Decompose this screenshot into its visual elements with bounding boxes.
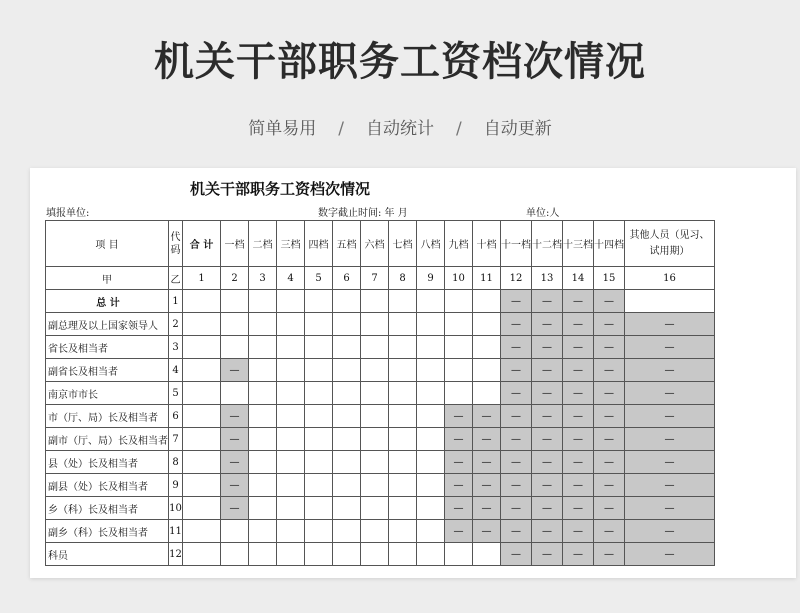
input-cell[interactable] bbox=[417, 451, 445, 474]
input-cell[interactable] bbox=[277, 359, 305, 382]
input-cell[interactable] bbox=[445, 290, 473, 313]
index-number: 12 bbox=[501, 267, 532, 290]
input-cell[interactable] bbox=[389, 382, 417, 405]
input-cell[interactable] bbox=[305, 336, 333, 359]
table-row bbox=[46, 405, 715, 428]
disabled-cell: — bbox=[594, 382, 625, 405]
input-cell[interactable] bbox=[183, 290, 221, 313]
disabled-cell: — bbox=[501, 359, 532, 382]
input-cell[interactable] bbox=[361, 336, 389, 359]
input-cell[interactable] bbox=[333, 543, 361, 566]
header-grade-label: 二档 bbox=[252, 240, 273, 251]
disabled-cell: — bbox=[221, 359, 249, 382]
index-number: 1 bbox=[183, 267, 221, 290]
row-code: 5 bbox=[169, 382, 183, 405]
disabled-cell: — bbox=[473, 428, 501, 451]
input-cell[interactable] bbox=[417, 359, 445, 382]
input-cell[interactable] bbox=[417, 520, 445, 543]
disabled-cell: — bbox=[221, 405, 249, 428]
header-item bbox=[46, 221, 169, 267]
header-grade bbox=[277, 221, 305, 267]
input-cell[interactable] bbox=[277, 497, 305, 520]
index-number: 2 bbox=[221, 267, 249, 290]
input-cell[interactable] bbox=[183, 474, 221, 497]
disabled-cell: — bbox=[473, 451, 501, 474]
salary-grade-table bbox=[45, 220, 715, 566]
disabled-cell: — bbox=[563, 543, 594, 566]
input-cell[interactable] bbox=[417, 313, 445, 336]
input-cell[interactable] bbox=[361, 474, 389, 497]
disabled-cell: — bbox=[532, 520, 563, 543]
page-title: 机关干部职务工资档次情况 bbox=[154, 39, 646, 85]
input-cell[interactable] bbox=[625, 290, 715, 313]
row-name: 副市（厅、局）长及相当者 bbox=[46, 428, 169, 451]
row-code: 9 bbox=[169, 474, 183, 497]
input-cell[interactable] bbox=[445, 543, 473, 566]
input-cell[interactable] bbox=[221, 313, 249, 336]
row-code: 7 bbox=[169, 428, 183, 451]
input-cell[interactable] bbox=[473, 336, 501, 359]
input-cell[interactable] bbox=[221, 382, 249, 405]
input-cell[interactable] bbox=[305, 359, 333, 382]
input-cell[interactable] bbox=[417, 428, 445, 451]
disabled-cell: — bbox=[594, 313, 625, 336]
row-name: 副省长及相当者 bbox=[46, 359, 169, 382]
input-cell[interactable] bbox=[183, 497, 221, 520]
index-number: 11 bbox=[473, 267, 501, 290]
row-name: 副总理及以上国家领导人 bbox=[46, 313, 169, 336]
table-row bbox=[46, 474, 715, 497]
disabled-cell: — bbox=[221, 474, 249, 497]
disabled-cell: — bbox=[625, 428, 715, 451]
row-name: 副县（处）长及相当者 bbox=[46, 474, 169, 497]
table-row bbox=[46, 520, 715, 543]
index-number: 16 bbox=[625, 267, 715, 290]
header-total-label: 合 计 bbox=[189, 240, 214, 251]
header-code bbox=[169, 221, 183, 267]
row-code: 11 bbox=[169, 520, 183, 543]
index-code: 乙 bbox=[169, 267, 183, 290]
input-cell[interactable] bbox=[361, 290, 389, 313]
row-code: 10 bbox=[169, 497, 183, 520]
input-cell[interactable] bbox=[183, 428, 221, 451]
input-cell[interactable] bbox=[249, 382, 277, 405]
input-cell[interactable] bbox=[183, 451, 221, 474]
cutoff-date-label: 数字截止时间: 年 月 bbox=[318, 208, 408, 219]
input-cell[interactable] bbox=[333, 313, 361, 336]
header-grade bbox=[221, 221, 249, 267]
input-cell[interactable] bbox=[361, 405, 389, 428]
disabled-cell: — bbox=[221, 451, 249, 474]
disabled-cell: — bbox=[563, 474, 594, 497]
input-cell[interactable] bbox=[249, 428, 277, 451]
input-cell[interactable] bbox=[305, 428, 333, 451]
input-cell[interactable] bbox=[305, 497, 333, 520]
unit-label: 单位:人 bbox=[526, 208, 560, 219]
index-number: 9 bbox=[417, 267, 445, 290]
row-name: 乡（科）长及相当者 bbox=[46, 497, 169, 520]
input-cell[interactable] bbox=[445, 313, 473, 336]
disabled-cell: — bbox=[625, 336, 715, 359]
table-row bbox=[46, 313, 715, 336]
header-grade-label: 三档 bbox=[280, 240, 301, 251]
input-cell[interactable] bbox=[333, 290, 361, 313]
header-item-label: 项 目 bbox=[95, 240, 119, 251]
header-grade bbox=[445, 221, 473, 267]
disabled-cell: — bbox=[501, 382, 532, 405]
row-name: 副乡（科）长及相当者 bbox=[46, 520, 169, 543]
input-cell[interactable] bbox=[221, 520, 249, 543]
disabled-cell: — bbox=[625, 474, 715, 497]
header-grade-label: 四档 bbox=[308, 240, 329, 251]
disabled-cell: — bbox=[594, 405, 625, 428]
spreadsheet-preview bbox=[30, 168, 796, 578]
header-grade-label: 六档 bbox=[364, 240, 385, 251]
input-cell[interactable] bbox=[389, 313, 417, 336]
disabled-cell: — bbox=[594, 359, 625, 382]
input-cell[interactable] bbox=[277, 313, 305, 336]
disabled-cell: — bbox=[473, 474, 501, 497]
input-cell[interactable] bbox=[249, 474, 277, 497]
disabled-cell: — bbox=[594, 474, 625, 497]
input-cell[interactable] bbox=[277, 451, 305, 474]
header-grade-label: 十四档 bbox=[594, 240, 624, 251]
input-cell[interactable] bbox=[249, 451, 277, 474]
index-number: 10 bbox=[445, 267, 473, 290]
disabled-cell: — bbox=[532, 428, 563, 451]
table-row bbox=[46, 290, 715, 313]
input-cell[interactable] bbox=[249, 359, 277, 382]
header-grade-label: 十档 bbox=[476, 240, 497, 251]
header-other bbox=[625, 221, 715, 267]
header-grade-label: 八档 bbox=[420, 240, 441, 251]
disabled-cell: — bbox=[501, 428, 532, 451]
header-code-label: 代码 bbox=[170, 231, 181, 256]
disabled-cell: — bbox=[221, 497, 249, 520]
header-grade-label: 十三档 bbox=[563, 240, 593, 251]
disabled-cell: — bbox=[532, 313, 563, 336]
disabled-cell: — bbox=[625, 313, 715, 336]
input-cell[interactable] bbox=[361, 382, 389, 405]
input-cell[interactable] bbox=[183, 543, 221, 566]
input-cell[interactable] bbox=[389, 451, 417, 474]
input-cell[interactable] bbox=[445, 359, 473, 382]
disabled-cell: — bbox=[563, 428, 594, 451]
disabled-cell: — bbox=[625, 451, 715, 474]
sheet-title: 机关干部职务工资档次情况 bbox=[190, 180, 371, 198]
input-cell[interactable] bbox=[249, 520, 277, 543]
disabled-cell: — bbox=[563, 405, 594, 428]
disabled-cell: — bbox=[445, 451, 473, 474]
disabled-cell: — bbox=[532, 405, 563, 428]
disabled-cell: — bbox=[594, 543, 625, 566]
header-other-label: 其他人员（见习、试用期） bbox=[629, 229, 710, 257]
input-cell[interactable] bbox=[361, 497, 389, 520]
input-cell[interactable] bbox=[305, 451, 333, 474]
disabled-cell: — bbox=[473, 405, 501, 428]
disabled-cell: — bbox=[563, 497, 594, 520]
disabled-cell: — bbox=[532, 290, 563, 313]
input-cell[interactable] bbox=[183, 313, 221, 336]
disabled-cell: — bbox=[625, 359, 715, 382]
input-cell[interactable] bbox=[277, 428, 305, 451]
disabled-cell: — bbox=[563, 290, 594, 313]
table-row bbox=[46, 336, 715, 359]
disabled-cell: — bbox=[625, 520, 715, 543]
input-cell[interactable] bbox=[417, 405, 445, 428]
disabled-cell: — bbox=[501, 520, 532, 543]
input-cell[interactable] bbox=[277, 520, 305, 543]
disabled-cell: — bbox=[625, 405, 715, 428]
input-cell[interactable] bbox=[333, 520, 361, 543]
input-cell[interactable] bbox=[277, 474, 305, 497]
input-cell[interactable] bbox=[305, 520, 333, 543]
disabled-cell: — bbox=[594, 451, 625, 474]
input-cell[interactable] bbox=[277, 382, 305, 405]
disabled-cell: — bbox=[473, 497, 501, 520]
index-number: 7 bbox=[361, 267, 389, 290]
table-index-row bbox=[46, 267, 715, 290]
input-cell[interactable] bbox=[221, 290, 249, 313]
disabled-cell: — bbox=[625, 497, 715, 520]
table-row bbox=[46, 382, 715, 405]
input-cell[interactable] bbox=[389, 474, 417, 497]
disabled-cell: — bbox=[501, 543, 532, 566]
row-code: 1 bbox=[169, 290, 183, 313]
disabled-cell: — bbox=[563, 382, 594, 405]
input-cell[interactable] bbox=[333, 497, 361, 520]
input-cell[interactable] bbox=[305, 313, 333, 336]
input-cell[interactable] bbox=[305, 405, 333, 428]
index-number: 6 bbox=[333, 267, 361, 290]
separator: / bbox=[456, 119, 462, 139]
input-cell[interactable] bbox=[417, 382, 445, 405]
disabled-cell: — bbox=[501, 336, 532, 359]
disabled-cell: — bbox=[501, 451, 532, 474]
row-name: 县（处）长及相当者 bbox=[46, 451, 169, 474]
input-cell[interactable] bbox=[473, 359, 501, 382]
disabled-cell: — bbox=[594, 336, 625, 359]
input-cell[interactable] bbox=[473, 290, 501, 313]
header-grade-label: 十二档 bbox=[532, 240, 562, 251]
disabled-cell: — bbox=[445, 474, 473, 497]
header-grade bbox=[532, 221, 563, 267]
input-cell[interactable] bbox=[305, 290, 333, 313]
input-cell[interactable] bbox=[417, 543, 445, 566]
disabled-cell: — bbox=[563, 336, 594, 359]
index-number: 3 bbox=[249, 267, 277, 290]
input-cell[interactable] bbox=[361, 428, 389, 451]
input-cell[interactable] bbox=[361, 543, 389, 566]
input-cell[interactable] bbox=[183, 405, 221, 428]
input-cell[interactable] bbox=[389, 497, 417, 520]
header-total bbox=[183, 221, 221, 267]
input-cell[interactable] bbox=[417, 336, 445, 359]
disabled-cell: — bbox=[532, 382, 563, 405]
input-cell[interactable] bbox=[305, 474, 333, 497]
index-number: 5 bbox=[305, 267, 333, 290]
row-name: 总 计 bbox=[46, 290, 169, 313]
header-grade bbox=[305, 221, 333, 267]
input-cell[interactable] bbox=[249, 290, 277, 313]
input-cell[interactable] bbox=[389, 543, 417, 566]
input-cell[interactable] bbox=[361, 451, 389, 474]
header-grade-label: 九档 bbox=[448, 240, 469, 251]
input-cell[interactable] bbox=[361, 520, 389, 543]
disabled-cell: — bbox=[445, 405, 473, 428]
row-code: 2 bbox=[169, 313, 183, 336]
disabled-cell: — bbox=[594, 497, 625, 520]
header-grade bbox=[594, 221, 625, 267]
disabled-cell: — bbox=[532, 336, 563, 359]
input-cell[interactable] bbox=[361, 313, 389, 336]
input-cell[interactable] bbox=[417, 474, 445, 497]
feature-tag: 自动统计 bbox=[366, 119, 434, 139]
row-code: 3 bbox=[169, 336, 183, 359]
input-cell[interactable] bbox=[249, 405, 277, 428]
input-cell[interactable] bbox=[183, 382, 221, 405]
input-cell[interactable] bbox=[389, 336, 417, 359]
input-cell[interactable] bbox=[249, 543, 277, 566]
input-cell[interactable] bbox=[445, 382, 473, 405]
input-cell[interactable] bbox=[473, 543, 501, 566]
disabled-cell: — bbox=[501, 405, 532, 428]
row-name: 省长及相当者 bbox=[46, 336, 169, 359]
header-grade bbox=[333, 221, 361, 267]
disabled-cell: — bbox=[501, 313, 532, 336]
disabled-cell: — bbox=[594, 520, 625, 543]
input-cell[interactable] bbox=[305, 382, 333, 405]
disabled-cell: — bbox=[532, 451, 563, 474]
disabled-cell: — bbox=[594, 290, 625, 313]
row-name: 南京市市长 bbox=[46, 382, 169, 405]
input-cell[interactable] bbox=[249, 497, 277, 520]
input-cell[interactable] bbox=[333, 474, 361, 497]
input-cell[interactable] bbox=[417, 497, 445, 520]
row-code: 12 bbox=[169, 543, 183, 566]
disabled-cell: — bbox=[532, 359, 563, 382]
input-cell[interactable] bbox=[445, 336, 473, 359]
input-cell[interactable] bbox=[333, 428, 361, 451]
header-grade bbox=[501, 221, 532, 267]
input-cell[interactable] bbox=[277, 336, 305, 359]
index-number: 8 bbox=[389, 267, 417, 290]
index-number: 15 bbox=[594, 267, 625, 290]
disabled-cell: — bbox=[594, 428, 625, 451]
table-row bbox=[46, 359, 715, 382]
input-cell[interactable] bbox=[277, 290, 305, 313]
index-item: 甲 bbox=[46, 267, 169, 290]
input-cell[interactable] bbox=[221, 336, 249, 359]
row-code: 6 bbox=[169, 405, 183, 428]
input-cell[interactable] bbox=[389, 290, 417, 313]
disabled-cell: — bbox=[625, 382, 715, 405]
header-grade-label: 五档 bbox=[336, 240, 357, 251]
disabled-cell: — bbox=[501, 497, 532, 520]
table-row bbox=[46, 497, 715, 520]
index-number: 14 bbox=[563, 267, 594, 290]
input-cell[interactable] bbox=[389, 405, 417, 428]
disabled-cell: — bbox=[563, 313, 594, 336]
input-cell[interactable] bbox=[277, 543, 305, 566]
header-grade-label: 七档 bbox=[392, 240, 413, 251]
input-cell[interactable] bbox=[277, 405, 305, 428]
input-cell[interactable] bbox=[249, 336, 277, 359]
input-cell[interactable] bbox=[183, 336, 221, 359]
disabled-cell: — bbox=[563, 451, 594, 474]
input-cell[interactable] bbox=[333, 451, 361, 474]
disabled-cell: — bbox=[445, 428, 473, 451]
row-code: 4 bbox=[169, 359, 183, 382]
input-cell[interactable] bbox=[389, 359, 417, 382]
input-cell[interactable] bbox=[333, 382, 361, 405]
header-grade-label: 一档 bbox=[224, 240, 245, 251]
disabled-cell: — bbox=[221, 428, 249, 451]
disabled-cell: — bbox=[445, 497, 473, 520]
disabled-cell: — bbox=[501, 290, 532, 313]
reporter-label: 填报单位: bbox=[46, 208, 90, 219]
separator: / bbox=[338, 119, 344, 139]
header-grade bbox=[563, 221, 594, 267]
feature-tags bbox=[0, 114, 800, 139]
input-cell[interactable] bbox=[221, 543, 249, 566]
disabled-cell: — bbox=[532, 474, 563, 497]
input-cell[interactable] bbox=[183, 359, 221, 382]
input-cell[interactable] bbox=[389, 428, 417, 451]
input-cell[interactable] bbox=[473, 313, 501, 336]
table-row bbox=[46, 451, 715, 474]
index-number: 4 bbox=[277, 267, 305, 290]
feature-tag: 自动更新 bbox=[483, 119, 552, 139]
header-grade bbox=[361, 221, 389, 267]
input-cell[interactable] bbox=[333, 336, 361, 359]
row-name: 市（厅、局）长及相当者 bbox=[46, 405, 169, 428]
table-header-row bbox=[46, 221, 715, 267]
input-cell[interactable] bbox=[305, 543, 333, 566]
input-cell[interactable] bbox=[417, 290, 445, 313]
header-grade bbox=[473, 221, 501, 267]
input-cell[interactable] bbox=[183, 520, 221, 543]
feature-tag: 简单易用 bbox=[248, 119, 317, 139]
input-cell[interactable] bbox=[473, 382, 501, 405]
header-grade bbox=[249, 221, 277, 267]
header-grade-label: 十一档 bbox=[501, 240, 531, 251]
disabled-cell: — bbox=[445, 520, 473, 543]
row-code: 8 bbox=[169, 451, 183, 474]
disabled-cell: — bbox=[532, 543, 563, 566]
disabled-cell: — bbox=[625, 543, 715, 566]
disabled-cell: — bbox=[501, 474, 532, 497]
input-cell[interactable] bbox=[333, 359, 361, 382]
input-cell[interactable] bbox=[333, 405, 361, 428]
row-name: 科员 bbox=[46, 543, 169, 566]
input-cell[interactable] bbox=[249, 313, 277, 336]
disabled-cell: — bbox=[563, 520, 594, 543]
input-cell[interactable] bbox=[389, 520, 417, 543]
index-number: 13 bbox=[532, 267, 563, 290]
header-grade bbox=[389, 221, 417, 267]
disabled-cell: — bbox=[532, 497, 563, 520]
disabled-cell: — bbox=[473, 520, 501, 543]
table-row bbox=[46, 543, 715, 566]
header-grade bbox=[417, 221, 445, 267]
table-row bbox=[46, 428, 715, 451]
disabled-cell: — bbox=[563, 359, 594, 382]
input-cell[interactable] bbox=[361, 359, 389, 382]
